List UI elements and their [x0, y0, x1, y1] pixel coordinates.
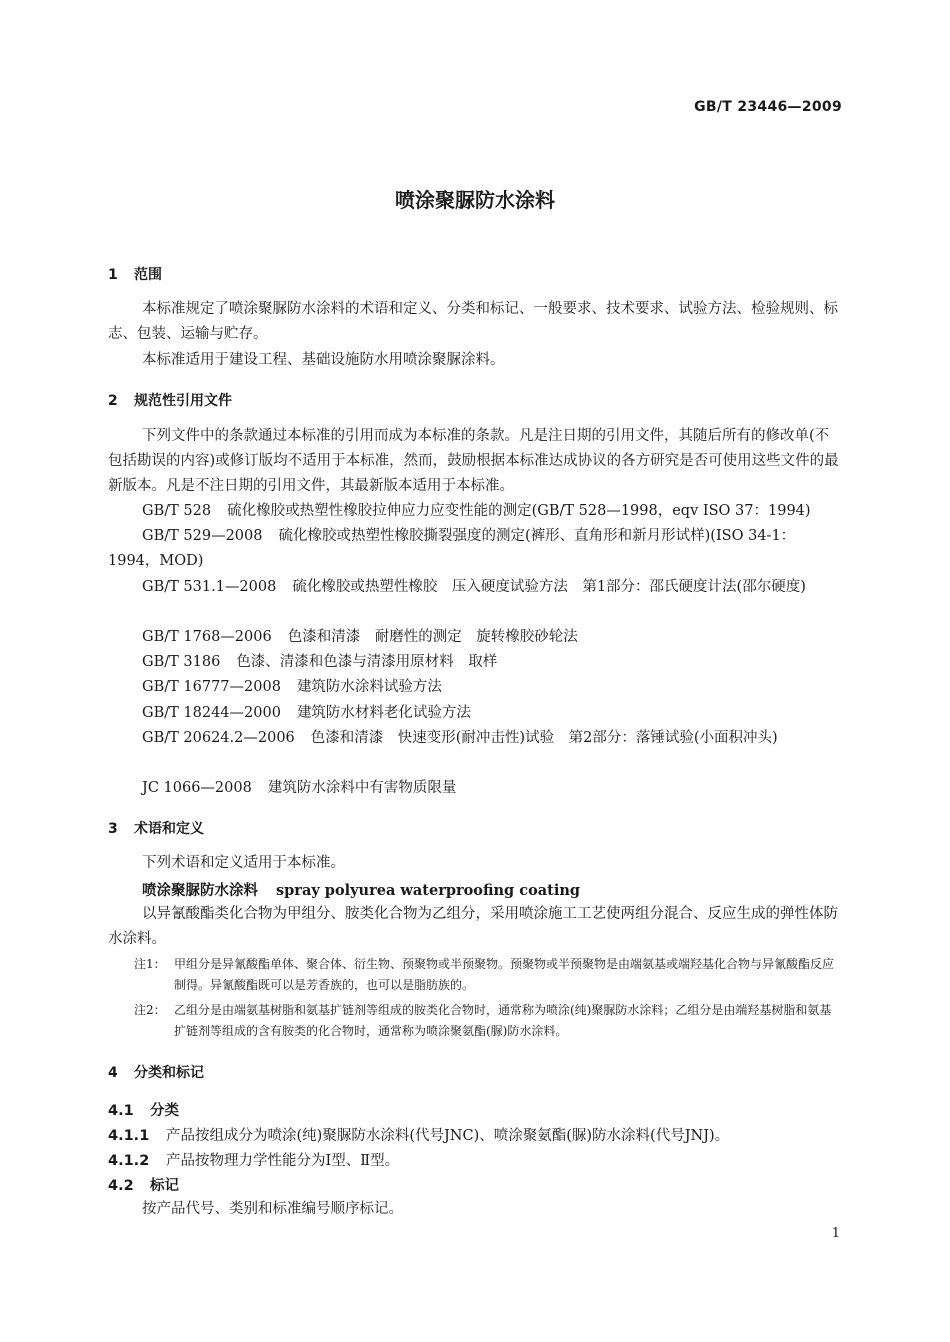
reference-code: GB/T 18244—2000	[142, 705, 281, 721]
section-number: 2	[108, 393, 118, 409]
clause-number: 4.1.1	[108, 1128, 150, 1144]
term-english: spray polyurea waterproofing coating	[276, 882, 581, 899]
note-text: 乙组分是由端氨基树脂和氨基扩链剂等组成的胺类化合物时，通常称为喷涂(纯)聚脲防水涂料；乙组分是由端羟基树脂和氨基扩链剂等组成的含有胺类的化合物时，通常称为喷涂聚氨酯(脲)防水涂料。	[174, 1003, 832, 1038]
reference-item	[108, 675, 843, 700]
section-4-heading	[108, 1062, 204, 1082]
page-number: 1	[831, 1226, 840, 1241]
reference-title: 硫化橡胶或热塑性橡胶撕裂强度的测定(裤形、直角形和新月形试样)(ISO 34-1：1994，MOD)	[108, 528, 796, 569]
note-label: 注2：	[134, 1003, 166, 1017]
note-text: 甲组分是异氰酸酯单体、聚合体、衍生物、预聚物或半预聚物。预聚物或半预聚物是由端氨基或端羟基化合物与异氰酸酯反应制得。异氰酸酯既可以是芳香族的，也可以是脂肪族的。	[174, 957, 835, 992]
reference-title: 硫化橡胶或热塑性橡胶 压入硬度试验方法 第1部分：邵氏硬度计法(邵尔硬度)	[292, 579, 806, 595]
reference-title: 色漆、清漆和色漆与清漆用原材料 取样	[236, 654, 498, 670]
clause-text: 产品按组成分为喷涂(纯)聚脲防水涂料(代号JNC)、喷涂聚氨酯(脲)防水涂料(代号JNJ)。	[166, 1128, 730, 1144]
section-number: 1	[108, 267, 118, 283]
section-title: 分类和标记	[134, 1065, 204, 1081]
term-definition: 以异氰酸酯类化合物为甲组分、胺类化合物为乙组分，采用喷涂施工工艺使两组分混合、反应生成的弹性体防水涂料。	[108, 906, 838, 947]
subsection-title: 分类	[150, 1103, 179, 1119]
reference-item	[108, 776, 843, 801]
term-chinese: 喷涂聚脲防水涂料	[142, 882, 258, 899]
clause-4-1-2	[108, 1149, 399, 1170]
standard-number: GB/T 23446—2009	[694, 99, 842, 115]
subsection-number: 4.2	[108, 1178, 134, 1194]
reference-title: 建筑防水涂料中有害物质限量	[267, 780, 457, 796]
subsection-4-1-heading	[108, 1099, 179, 1120]
section-1-paragraph-1: 本标准规定了喷涂聚脲防水涂料的术语和定义、分类和标记、一般要求、技术要求、试验方法、检验规则、标志、包装、运输与贮存。	[108, 301, 838, 342]
reference-item	[108, 726, 843, 751]
section-3-heading	[108, 818, 204, 838]
subsection-number: 4.1	[108, 1103, 134, 1119]
reference-code: JC 1066—2008	[142, 780, 252, 796]
subsection-4-2-text: 按产品代号、类别和标准编号顺序标记。	[142, 1201, 403, 1217]
reference-title: 色漆和清漆 快速变形(耐冲击性)试验 第2部分：落锤试验(小面积冲头)	[310, 730, 778, 746]
reference-code: GB/T 531.1—2008	[142, 579, 277, 595]
document-title: 喷涂聚脲防水涂料	[395, 188, 555, 212]
clause-4-1-1	[108, 1124, 729, 1145]
term-heading	[142, 879, 580, 900]
section-2-heading	[108, 390, 232, 410]
section-3-paragraph-1: 下列术语和定义适用于本标准。	[142, 855, 345, 871]
reference-code: GB/T 528	[142, 503, 212, 519]
reference-item	[108, 499, 843, 524]
reference-code: GB/T 3186	[142, 654, 221, 670]
section-title: 范围	[134, 267, 162, 283]
reference-title: 建筑防水材料老化试验方法	[296, 705, 471, 721]
reference-title: 建筑防水涂料试验方法	[296, 679, 442, 695]
section-number: 4	[108, 1065, 118, 1081]
subsection-title: 标记	[150, 1178, 179, 1194]
reference-item	[108, 524, 843, 574]
note-2	[134, 1000, 842, 1042]
section-title: 规范性引用文件	[134, 393, 232, 409]
reference-title: 色漆和清漆 耐磨性的测定 旋转橡胶砂轮法	[287, 629, 578, 645]
clause-number: 4.1.2	[108, 1153, 150, 1169]
reference-code: GB/T 16777—2008	[142, 679, 281, 695]
reference-item	[108, 575, 843, 600]
reference-title: 硫化橡胶或热塑性橡胶拉伸应力应变性能的测定(GB/T 528—1998，eqv ISO 37：1994)	[227, 503, 811, 519]
note-1	[134, 954, 842, 996]
reference-code: GB/T 1768—2006	[142, 629, 272, 645]
section-1-heading	[108, 264, 162, 284]
subsection-4-2-heading	[108, 1174, 179, 1195]
reference-item	[108, 701, 843, 726]
section-1-paragraph-2: 本标准适用于建设工程、基础设施防水用喷涂聚脲涂料。	[142, 352, 505, 368]
reference-item	[108, 625, 843, 650]
reference-code: GB/T 20624.2—2006	[142, 730, 295, 746]
section-number: 3	[108, 821, 118, 837]
note-label: 注1：	[134, 957, 166, 971]
reference-code: GB/T 529—2008	[142, 528, 263, 544]
clause-text: 产品按物理力学性能分为Ⅰ型、Ⅱ型。	[166, 1153, 400, 1169]
section-2-paragraph-1: 下列文件中的条款通过本标准的引用而成为本标准的条款。凡是注日期的引用文件，其随后所有的修改单(不包括勘误的内容)或修订版均不适用于本标准，然而，鼓励根据本标准达成协议的各方研究是否可使用这些文件的最新版本。凡是不注日期的引用文件，其最新版本适用于本标准。	[108, 428, 839, 494]
reference-item	[108, 650, 843, 675]
section-title: 术语和定义	[134, 821, 204, 837]
